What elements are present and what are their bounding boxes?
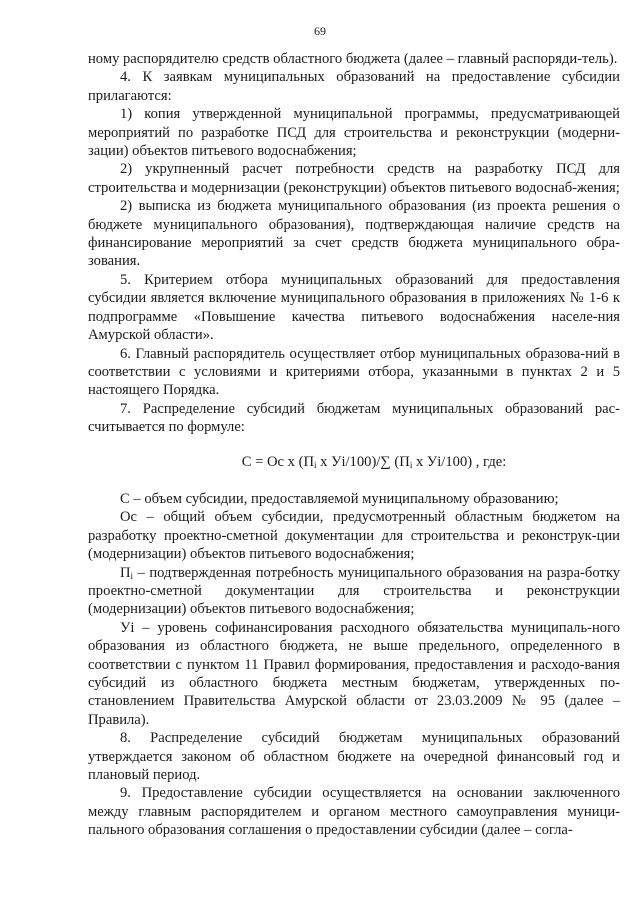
- paragraph-item-5: 5. Критерием отбора муниципальных образований для предоставления субсидии является включение муниципального образования в приложениях № 1-6 к подпрограмме «Повышение качества питьевого водоснабжения населе-ния Амурской области».: [88, 271, 620, 344]
- paragraph-subitem-3: 2) выписка из бюджета муниципального образования (из проекта решения о бюджете муниципального образования), подтверждающая наличие средств на финансирование мероприятий за счет средств бюджета муниципального обра-зования.: [88, 198, 620, 270]
- definition-pi-symbol: П: [120, 564, 131, 581]
- document-body: [88, 50, 620, 840]
- definition-pi: [88, 564, 620, 619]
- definition-pi-subscript: i: [130, 570, 134, 581]
- page-number: 69: [314, 24, 326, 38]
- formula-part-2: x Уi/100)/∑ (П: [316, 453, 410, 470]
- definition-yi: Уi – уровень софинансирования расходного обязательства муниципаль-ного образования из областного бюджета, не выше предельного, определенного в соответствии с пунктом 11 Правил формирования, предоставления и расходо-вания субсидий из областного бюджета местным бюджетам, утвержденных по-становлением Правительства Амурской области от 23.03.2009 № 95 (далее – Правила).: [88, 619, 620, 728]
- formula-part-3: x Уi/100) , где:: [412, 453, 507, 470]
- formula-subscript-2: i: [409, 459, 413, 470]
- formula-part-1: C = Oc x (П: [241, 453, 314, 470]
- paragraph-subitem-2: 2) укрупненный расчет потребности средств на разработку ПСД для строительства и модернизации (реконструкции) объектов питьевого водоснаб-жения;: [88, 161, 620, 196]
- paragraph-subitem-1: 1) копия утвержденной муниципальной программы, предусматривающей мероприятий по разработке ПСД для строительства и реконструкции (модерни-зации) объектов питьевого водоснабжения;: [88, 106, 620, 160]
- paragraph-item-4: 4. К заявкам муниципальных образований на предоставление субсидии прилагаются:: [88, 69, 620, 104]
- definition-c: С – объем субсидии, предоставляемой муниципальному образованию;: [120, 490, 559, 507]
- paragraph-continuation: ному распорядителю средств областного бюджета (далее – главный распоряди-тель).: [88, 51, 618, 67]
- paragraph-item-9: 9. Предоставление субсидии осуществляется на основании заключенного между главным распорядителем и органом местного самоуправления муници-пального образования соглашения о предоставлении субсидии (далее – согла-: [88, 785, 620, 839]
- paragraph-item-8: 8. Распределение субсидий бюджетам муниципальных образований утверждается законом об областном бюджете на очередной финансовый год и плановый период.: [88, 730, 620, 784]
- definition-pi-text: – подтвержденная потребность муниципального образования на разра-ботку проектно-сметной документации для строительства и реконструкции (модернизации) объектов питьевого водоснабжения;: [88, 564, 620, 618]
- paragraph-item-6: 6. Главный распорядитель осуществляет отбор муниципальных образова-ний в соответствии с условиями и критериями отбора, указанными в пунктах 2 и 5 настоящего Порядка.: [88, 345, 620, 399]
- definition-oc: Ос – общий объем субсидии, предусмотренный областным бюджетом на разработку проектно-сметной документации для строительства и реконструк-ции (модернизации) объектов питьевого водоснабжения;: [88, 509, 620, 563]
- formula-subscript-1: i: [314, 459, 317, 470]
- subsidy-formula: [128, 453, 620, 471]
- paragraph-item-7: 7. Распределение субсидий бюджетам муниципальных образований рас-считывается по формуле:: [88, 400, 620, 436]
